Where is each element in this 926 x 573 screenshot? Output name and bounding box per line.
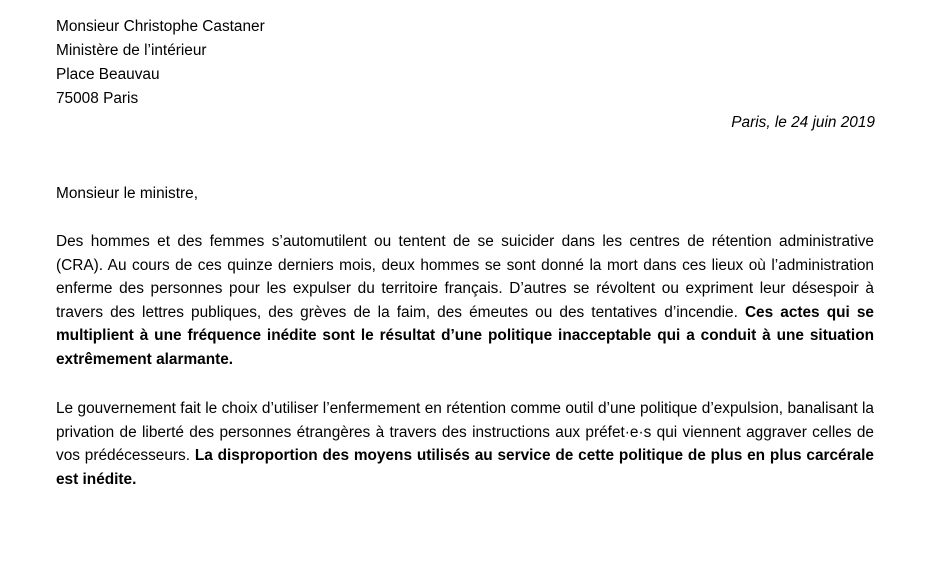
recipient-street: Place Beauvau [56,66,160,83]
recipient-ministry: Ministère de l’intérieur [56,42,207,59]
paragraph-2-bold: La disproportion des moyens utilisés au service de cette politique de plus en plus carcérale est inédite. [56,447,874,488]
paragraph-1-bold: Ces actes qui se multiplient à une fréquence inédite sont le résultat d’une politique inacceptable qui a conduit à une situation extrêmement alarmante. [56,303,874,368]
paragraph-2 [56,397,874,491]
salutation: Monsieur le ministre, [56,185,198,202]
recipient-name: Monsieur Christophe Castaner [56,18,265,35]
paragraph-2-text: Le gouvernement fait le choix d’utiliser l’enfermement en rétention comme outil d’une politique d’expulsion, banalisant la privation de liberté des personnes étrangères à travers des instructions aux préfet·e·s qui viennent aggraver celles de vos prédécesseurs. [56,400,874,464]
letter-date: Paris, le 24 juin 2019 [731,114,875,131]
paragraph-1 [56,230,874,371]
recipient-city: 75008 Paris [56,90,139,107]
paragraph-1-text: Des hommes et des femmes s’automutilent ou tentent de se suicider dans les centres de rétention administrative (CRA). Au cours de ces quinze derniers mois, deux hommes se sont donné la mort dans ces lieux où l’administration enferme des personnes pour les expulser du territoire français. D’autres se révoltent ou expriment leur désespoir à travers des lettres publiques, des grèves de la faim, des émeutes ou des tentatives d’incendie. [56,233,874,321]
